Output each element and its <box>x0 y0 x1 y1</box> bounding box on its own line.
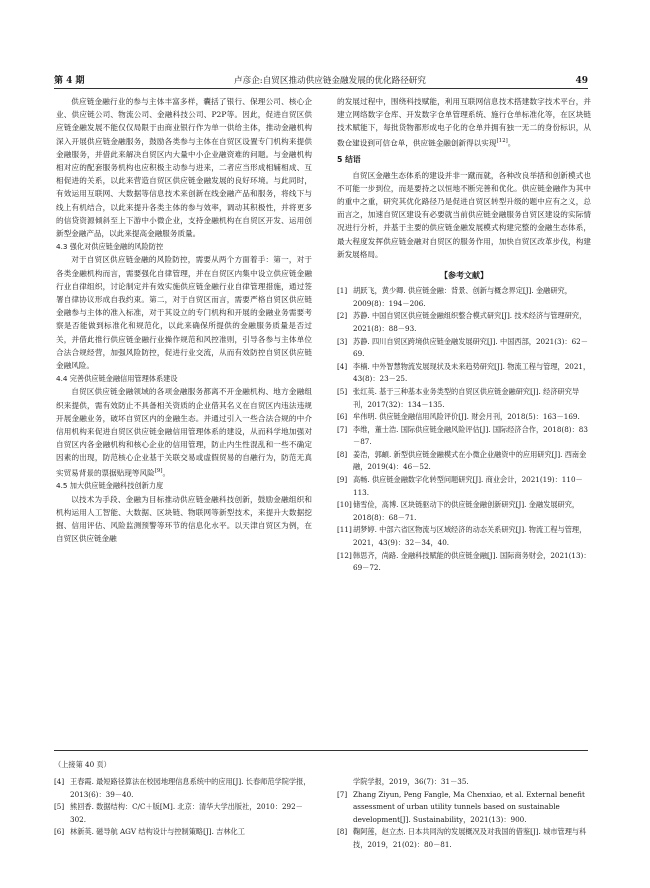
reference-index: [2] <box>337 311 348 321</box>
continued-references-left <box>54 776 316 839</box>
reference-index: [5] <box>54 802 65 812</box>
paragraph: 以技术为手段、金融为目标推动供应链金融科技创新，鼓励金融组织和机构运用人工智能、大数据、区块链、物联网等新型技术，来提升大数据挖掘、信用评估、风险监测预警等环节的信息化水平。以天津自贸区为例，在自贸区供应链金融 <box>56 494 312 544</box>
reference-text: 林新英. 磁导航 AGV 结构设计与控制策略[J]. 吉林化工 <box>70 827 245 837</box>
reference-text: 鞠阿莲，赵立杰. 日本共同沟的发展概况及对我国的借鉴[J]. 城市管理与科技，2019，21(02)：80－81. <box>353 827 587 849</box>
section-heading-4-4: 4.4 完善供应链金融信用管理体系建设 <box>56 374 178 384</box>
reference-item <box>54 801 316 826</box>
reference-index: [4] <box>54 777 65 786</box>
paragraph <box>56 385 312 479</box>
reference-index: [8] <box>337 449 348 459</box>
reference-text: 学院学报，2019，36(7)：31－35. <box>353 777 469 786</box>
reference-index: [11] <box>337 525 352 535</box>
reference-index: [4] <box>337 361 348 371</box>
reference-item <box>337 310 591 335</box>
reference-index: [6] <box>337 412 348 422</box>
reference-item <box>337 386 591 411</box>
reference-index: [3] <box>337 336 348 346</box>
paragraph: 对于自贸区供应链金融的风险防控，需要从两个方面着手：第一，对于各类金融机构而言，需要强化自律管理，并在自贸区内集中设立供应链金融行业自律组织，讨论制定并有效实施供应链金融行业自律管理措施，通过签署自律协议形成自我约束。第二，对于自贸区而言，需要严格自贸区供应链金融参与主体的准入标准，对于其设立的专门机构和开展的金融业务需要考察是否能做到标准化和规范化，以此来确保所提供的金融服务质量是否过关，并借此推行供应链金融行业操作规范和风控准则，引导各参与主体单位合法合规经营，加强风险防控，促进行业交流，从而有效防控自贸区供应链金融风险。 <box>56 255 312 371</box>
reference-index: [8] <box>337 827 348 837</box>
citation: [12] <box>496 137 508 144</box>
reference-text: 熊回香. 数据结构：C/C＋版[M]. 北京：清华大学出版社，2010：292－302. <box>70 802 303 824</box>
continuation-label: （上接第 40 页） <box>54 760 111 769</box>
reference-text: 姜浩，郭頔. 新型供应链金融模式在小微企业融资中的应用研究[J]. 西南金融，2019(4)：46－52. <box>353 449 587 472</box>
paragraph: 自贸区金融生态体系的建设并非一蹴而就，各种改良举措和创新模式也不可能一步到位，而是要持之以恒地不断完善和优化。供应链金融作为其中的重中之重，研究其优化路径乃是促进自贸区转型升级的题中应有之义，总而言之，加速自贸区建设有必要就当前供应链金融服务自贸区建设的实际情况进行分析，并基于主要的供应链金融发展模式构建完整的金融生态体系，最大程度发挥供应链金融对自贸区的服务作用，加快自贸区改革步伐，构建新发展格局。 <box>337 170 591 259</box>
reference-text: 李楠. 中外智慧物流发展现状及未来趋势研究[J]. 物流工程与管理，2021，43(8)：23－25. <box>353 361 591 384</box>
reference-item <box>54 776 316 801</box>
right-column <box>337 95 591 575</box>
reference-text: 韩思齐，尚路. 金融科技赋能的供应链金融[J]. 国际商务财会，2021(13)：69－72. <box>353 550 591 573</box>
reference-index: [7] <box>337 424 348 434</box>
reference-text: 王春霞. 最短路径算法在校园地理信息系统中的应用[J]. 长春师范学院学报，2013(6)：39－40. <box>70 777 311 799</box>
reference-index: [7] <box>337 789 348 799</box>
continued-references-right <box>337 776 589 852</box>
reference-index: [5] <box>337 386 348 396</box>
paragraph: 供应链金融行业的参与主体丰富多样，囊括了银行、保理公司、核心企业、供应链公司、物流公司、金融科技公司、P2P等。因此，促进自贸区供应链金融发展不能仅仅局限于由商业银行作为单一供给主体，推动金融机构深入开展供应链金融服务，鼓励各类参与主体在自贸区设置专门机构来提供金融服务，并借此来解决自贸区内大量中小企业融资难的问题。与金融机构相对应的配套服务机构也应积极主动参与进来，二者应当形成相辅相成、互相促进的关系，以此来营造自贸区供应链金融发展的良好环境。与此同时，有效运用互联网、大数据等信息技术来创新在线金融产品和服务，将线下与线上有机结合，以此来提升各类主体的参与效率，调动其积极性，并将更多的信贷资源倾斜至上下游中小微企业，支持金融机构在自贸区开发、运用创新型金融产品，以此来提高金融服务质量。 <box>56 97 312 239</box>
divider <box>54 750 588 751</box>
paragraph-text: 的发展过程中，围绕科技赋能，利用互联网信息技术搭建数字技术平台，并建立网络数字仓库、开发数字仓单管理系统、施行仓单标准化等，在区块链技术赋能下，每批货物都形成电子化的仓单并拥有独一无二的身份标识，从数仓建设到可信仓单，供应链金融创新得以实现 <box>337 97 591 148</box>
reference-text: 苏静. 中国自贸区供应链金融组织整合模式研究[J]. 技术经济与管理研究，2021(8)：88－93. <box>353 311 587 333</box>
reference-text: Zhang Ziyun, Peng Fangle, Ma Chenxiao, et al. External benefit assessment of urban utility tunnels based on sustainable development[J]. Sustainability，2021(13)：900. <box>353 789 585 824</box>
reference-item <box>337 499 591 524</box>
reference-text: 储雪俭，高博. 区块链驱动下的供应链金融创新研究[J]. 金融发展研究，2018(8)：68－71. <box>353 500 580 522</box>
reference-list <box>337 285 591 575</box>
reference-item <box>337 411 591 424</box>
reference-index <box>337 776 353 789</box>
section-heading-4-5: 4.5 加大供应链金融科技创新力度 <box>56 481 164 491</box>
issue-number: 第 4 期 <box>54 76 85 86</box>
paragraph-text: 自贸区供应链金融领域的各项金融服务都离不开金融机构、地方金融组织来提供，需有效防止不具备相关资质的企业借其名义在自贸区内违法违规开展金融业务，破坏自贸区内的金融生态。并通过引入一些合法合规的中介信用机构来促进自贸区供应链金融信用管理体系的建设，从而科学地加强对自贸区内各金融机构和核心企业的信用管理，防止内生性混乱和一些不确定因素的出现，防范核心企业基于关联交易或虚假贸易的自融行为，防范无真实贸易背景的票据贴现等风险 <box>56 387 312 478</box>
left-column <box>56 95 312 545</box>
paragraph-end: 。 <box>507 138 516 148</box>
running-title: 卢彦企:自贸区推动供应链金融发展的优化路径研究 <box>234 76 426 86</box>
reference-index: [6] <box>54 827 65 837</box>
reference-text: 高畅. 供应链金融数字化转型问题研究[J]. 商业会计，2021(19)：110－113. <box>353 475 583 497</box>
reference-item <box>337 336 591 361</box>
reference-index: [10] <box>337 500 352 510</box>
reference-item <box>337 474 591 499</box>
reference-index: [9] <box>337 475 348 485</box>
paragraph-end: 。 <box>162 468 171 478</box>
reference-item <box>54 826 316 839</box>
page-header <box>54 70 588 89</box>
section-heading-5: 5 结语 <box>337 155 361 165</box>
reference-item <box>337 789 589 827</box>
reference-index: [1] <box>337 286 348 296</box>
reference-item <box>337 285 591 310</box>
reference-text: 张红英. 基于三种基本业务类型的自贸区供应链金融研究[J]. 经济研究导刊，2017(32)：134－135. <box>353 386 580 409</box>
section-heading-4-3: 4.3 强化对供应链金融的风险防控 <box>56 242 164 252</box>
reference-text: 牟伟明. 供应链金融信用风险评价[J]. 财会月刊，2018(5)：163－169. <box>353 412 580 422</box>
reference-item <box>337 524 591 549</box>
reference-item <box>337 776 589 789</box>
reference-index: [12] <box>337 550 352 560</box>
references-title: 【参考文献】 <box>440 270 488 280</box>
reference-text: 胡跃飞，黄少卿. 供应链金融：背景、创新与概念界定[J]. 金融研究，2009(8)：194－206. <box>353 286 572 308</box>
reference-item <box>337 424 591 449</box>
reference-item <box>337 361 591 386</box>
page-number: 49 <box>575 76 588 86</box>
reference-item <box>337 550 591 575</box>
reference-item <box>337 449 591 474</box>
reference-text: 苏静. 四川自贸区跨境供应链金融发展研究[J]. 中国西部，2021(3)：62－69. <box>353 336 588 359</box>
paragraph <box>337 95 591 149</box>
reference-text: 胡梦婷. 中部六省区物流与区域经济的动态关系研究[J]. 物流工程与管理，2021，43(9)：32－34，40. <box>353 525 587 548</box>
citation: [9] <box>154 467 163 474</box>
reference-item <box>337 826 589 851</box>
reference-text: 李维，董士浩. 国际供应链金融风险评估[J]. 国际经济合作，2018(8)：83－87. <box>353 424 588 447</box>
